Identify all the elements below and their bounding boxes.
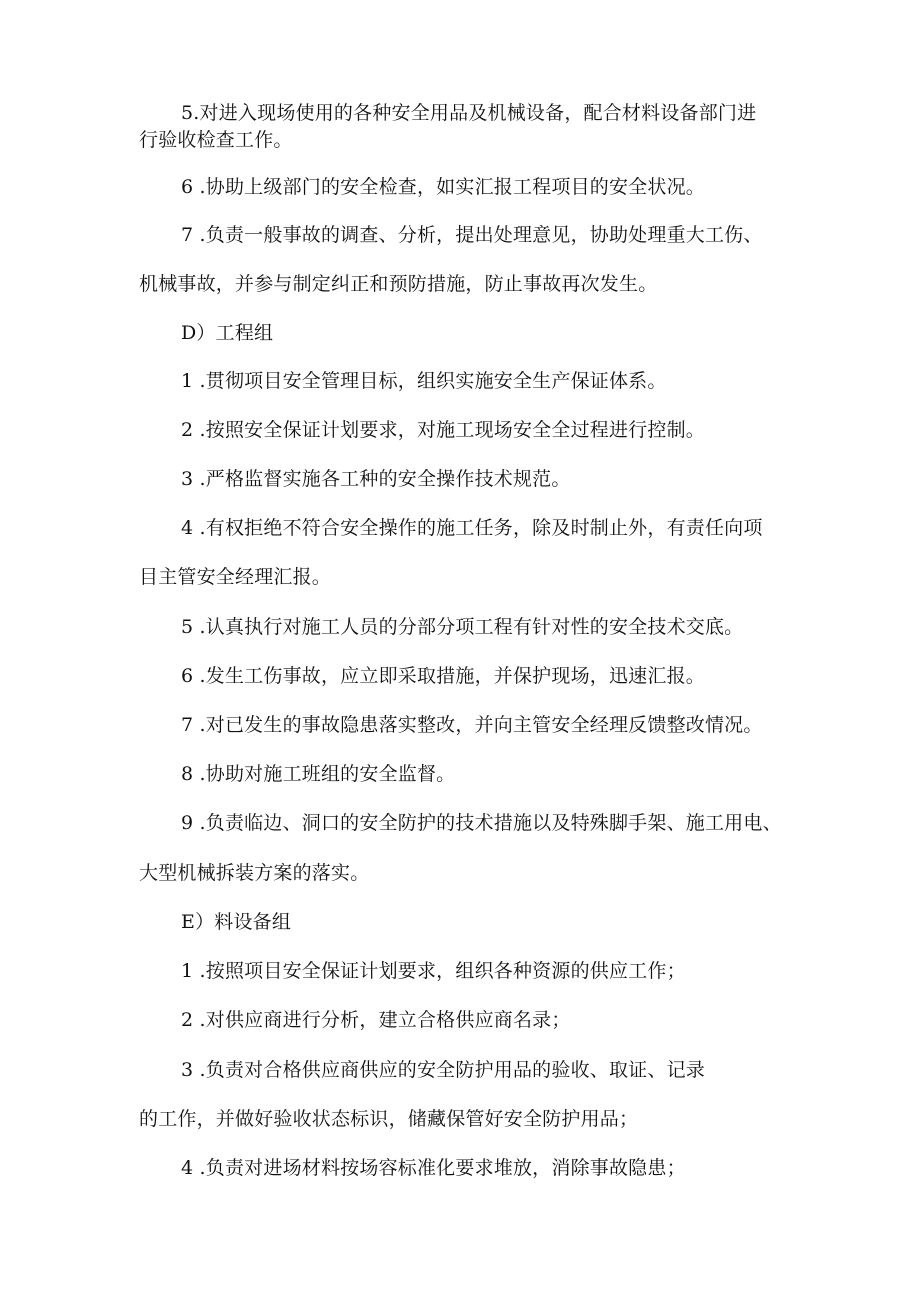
section-heading: E）料设备组 (181, 911, 292, 933)
paragraph-line: 3 .严格监督实施各工种的安全操作技术规范。 (181, 468, 571, 490)
paragraph-line: 1 .贯彻项目安全管理目标，组织实施安全生产保证体系。 (181, 370, 667, 392)
paragraph-line: 2 .按照安全保证计划要求，对施工现场安全全过程进行控制。 (181, 419, 705, 441)
paragraph-line: 机械事故，并参与制定纠正和预防措施，防止事故再次发生。 (139, 273, 658, 295)
paragraph-line: 3 .负责对合格供应商供应的安全防护用品的验收、取证、记录 (181, 1059, 705, 1081)
paragraph-line: 7 .负责一般事故的调查、分析，提出处理意见，协助处理重大工伤、 (181, 224, 763, 246)
paragraph-line: 大型机械拆装方案的落实。 (139, 862, 370, 884)
paragraph-line: 6 .协助上级部门的安全检查，如实汇报工程项目的安全状况。 (181, 176, 705, 198)
paragraph-line: 的工作，并做好验收状态标识，储藏保管好安全防护用品； (139, 1108, 639, 1130)
paragraph-line: 行验收检查工作。 (139, 129, 293, 151)
paragraph-line: 9 .负责临边、洞口的安全防护的技术措施以及特殊脚手架、施工用电、 (181, 812, 782, 834)
section-heading: D）工程组 (181, 322, 274, 344)
paragraph-line: 7 .对已发生的事故隐患落实整改，并向主管安全经理反馈整改情况。 (181, 714, 763, 736)
paragraph-line: 8 .协助对施工班组的安全监督。 (181, 763, 456, 785)
paragraph-line: 1 .按照项目安全保证计划要求，组织各种资源的供应工作； (181, 960, 686, 982)
paragraph-line: 目主管安全经理汇报。 (139, 566, 332, 588)
paragraph-line: 2 .对供应商进行分析，建立合格供应商名录； (181, 1009, 571, 1031)
paragraph-line: 4 .有权拒绝不符合安全操作的施工任务，除及时制止外，有责任向项 (181, 517, 763, 539)
paragraph-line: 5.对进入现场使用的各种安全用品及机械设备，配合材料设备部门进 (181, 102, 757, 124)
paragraph-line: 4 .负责对进场材料按场容标准化要求堆放，消除事故隐患； (181, 1157, 686, 1179)
paragraph-line: 5 .认真执行对施工人员的分部分项工程有针对性的安全技术交底。 (181, 616, 744, 638)
paragraph-line: 6 .发生工伤事故，应立即采取措施，并保护现场，迅速汇报。 (181, 665, 705, 687)
